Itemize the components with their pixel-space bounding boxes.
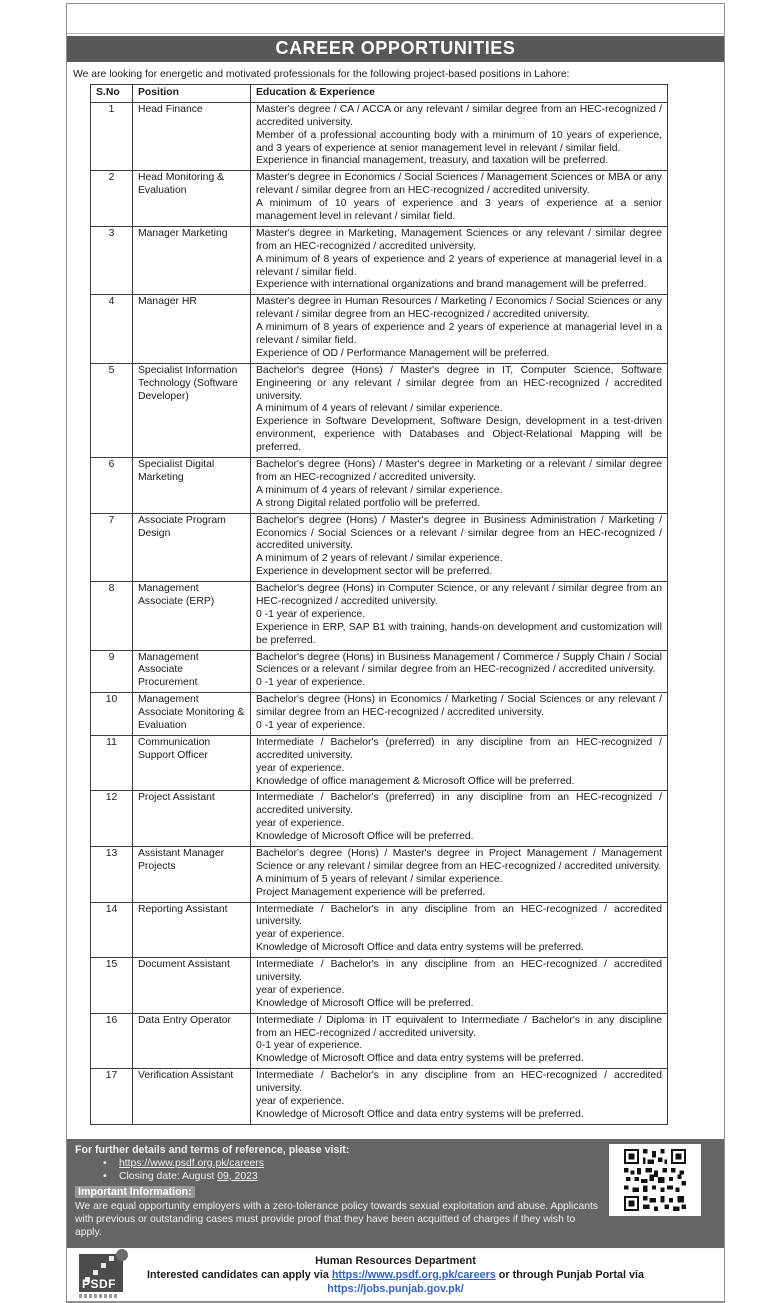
row-position: Associate Program Design xyxy=(133,513,251,581)
education-line: Knowledge of Microsoft Office and data entry systems will be preferred. xyxy=(256,1108,584,1120)
apply-instructions xyxy=(75,1269,716,1281)
intro-text: We are looking for energetic and motivated professionals for the following project-based positions in Lahore: xyxy=(73,69,570,80)
education-line: Intermediate / Bachelor's in any discipline from an HEC-recognized / accredited university. xyxy=(256,903,662,928)
psdf-logo-text: PSDF xyxy=(82,1276,117,1291)
row-education xyxy=(251,458,668,514)
psdf-logo-icon xyxy=(79,1254,123,1292)
education-line: Knowledge of Microsoft Office and data entry systems will be preferred. xyxy=(256,942,584,954)
education-line: Knowledge of Microsoft Office will be preferred. xyxy=(256,831,474,843)
education-line: year of experience. xyxy=(256,984,345,996)
careers-url-link[interactable]: https://www.psdf.org.pk/careers xyxy=(119,1157,264,1169)
table-row xyxy=(91,458,668,514)
row-position: Specialist Digital Marketing xyxy=(133,458,251,514)
row-education xyxy=(251,295,668,363)
education-line: Bachelor's degree (Hons) / Master's degree in Business Administration / Marketing / Economics / Social Sciences or a relevant / similar degree from an HEC-recognized / accredited university. xyxy=(256,514,662,552)
education-line: year of experience. xyxy=(256,818,345,830)
row-sno: 15 xyxy=(91,958,133,1014)
row-sno: 9 xyxy=(91,650,133,693)
education-line: Bachelor's degree (Hons) / Master's degree in IT, Computer Science, Software Engineering or any relevant / similar degree from an HEC-recognized / accredited university. xyxy=(256,364,662,402)
row-position: Head Finance xyxy=(133,102,251,170)
education-line: Bachelor's degree (Hons) in Computer Science, or any relevant / similar degree from an HEC-recognized / accredited university. xyxy=(256,583,662,607)
table-row xyxy=(91,902,668,958)
logo-tagline xyxy=(79,1294,119,1298)
closing-date-value: 09, 2023 xyxy=(217,1170,258,1182)
table-row xyxy=(91,1069,668,1125)
education-line: Experience in development sector will be preferred. xyxy=(256,566,493,578)
education-line: Master's degree / CA / ACCA or any relevant / similar degree from an HEC-recognized / accredited university. xyxy=(256,103,662,128)
row-education xyxy=(251,846,668,902)
education-line: A minimum of 4 years of relevant / similar experience. xyxy=(256,403,503,415)
top-blank-strip xyxy=(67,4,724,34)
row-sno: 5 xyxy=(91,363,133,457)
row-position: Manager HR xyxy=(133,295,251,363)
row-position: Management Associate (ERP) xyxy=(133,582,251,650)
education-line: Experience of OD / Performance Management will be preferred. xyxy=(256,347,550,359)
header-position: Position xyxy=(133,85,251,103)
education-line: Knowledge of Microsoft Office will be preferred. xyxy=(256,997,474,1009)
row-sno: 4 xyxy=(91,295,133,363)
table-row xyxy=(91,363,668,457)
education-line: Bachelor's degree (Hons) in Economics / Marketing / Social Sciences or any relevant / similar degree from an HEC-recognized / accredited university. xyxy=(256,694,662,719)
row-position: Verification Assistant xyxy=(133,1069,251,1125)
header-education: Education & Experience xyxy=(251,85,668,103)
education-line: 0-1 year of experience. xyxy=(256,1040,363,1052)
row-position: Reporting Assistant xyxy=(133,902,251,958)
row-sno: 11 xyxy=(91,735,133,791)
table-row xyxy=(91,102,668,170)
row-education xyxy=(251,102,668,170)
education-line: Intermediate / Bachelor's in any discipline from an HEC-recognized / accredited university. xyxy=(256,1070,662,1095)
row-education xyxy=(251,958,668,1014)
row-education xyxy=(251,902,668,958)
education-line: Experience in Software Development, Software Design, development in a test-driven environment, experience with Databases and Object-Relational Mapping will be preferred. xyxy=(256,416,662,454)
positions-table xyxy=(90,84,668,1125)
education-line: A minimum of 8 years of experience and 2 years of experience at managerial level in a relevant / similar field. xyxy=(256,322,662,347)
apply-prefix: Interested candidates can apply via xyxy=(147,1268,332,1281)
hr-section xyxy=(67,1248,724,1302)
education-line: year of experience. xyxy=(256,1096,345,1108)
row-position: Management Associate Procurement xyxy=(133,650,251,693)
apply-middle: or through Punjab Portal via xyxy=(495,1268,644,1281)
education-line: A minimum of 2 years of relevant / similar experience. xyxy=(256,553,503,565)
education-line: Intermediate / Bachelor's (preferred) in any discipline from an HEC-recognized / accredited university. xyxy=(256,792,662,817)
education-line: Intermediate / Diploma in IT equivalent to Intermediate / Bachelor's in any discipline from an HEC-recognized / accredited university. xyxy=(256,1014,662,1039)
education-line: Bachelor's degree (Hons) / Master's degree in Marketing or a relevant / similar degree from an HEC-recognized / accredited university. xyxy=(256,459,662,483)
education-line: year of experience. xyxy=(256,929,345,941)
row-sno: 8 xyxy=(91,582,133,650)
education-line: 0 -1 year of experience. xyxy=(256,608,366,620)
row-sno: 1 xyxy=(91,102,133,170)
education-line: year of experience. xyxy=(256,762,345,774)
table-row xyxy=(91,1013,668,1069)
education-line: Experience in ERP, SAP B1 with training, hands-on development and customization will be preferred. xyxy=(256,621,662,646)
punjab-portal-line xyxy=(75,1283,716,1295)
table-row xyxy=(91,650,668,693)
row-position: Specialist Information Technology (Software Developer) xyxy=(133,363,251,457)
important-information-text: We are equal opportunity employers with a zero-tolerance policy towards sexual exploitation and abuse. Applicants with previous or outstanding cases must provide proof that they have been acquitted of charges if they wish to apply. xyxy=(75,1200,598,1238)
education-line: Master's degree in Economics / Social Sciences / Management Sciences or MBA or any relevant / similar degree from an HEC-recognized / accredited university. xyxy=(256,172,662,197)
row-sno: 3 xyxy=(91,226,133,294)
row-position: Data Entry Operator xyxy=(133,1013,251,1069)
header-sno: S.No xyxy=(91,85,133,103)
row-sno: 13 xyxy=(91,846,133,902)
table-row xyxy=(91,791,668,847)
row-position: Document Assistant xyxy=(133,958,251,1014)
education-line: Intermediate / Bachelor's (preferred) in any discipline from an HEC-recognized / accredited university. xyxy=(256,736,662,761)
education-line: A minimum of 10 years of experience and 3 years of experience at a senior management level in relevant / similar field. xyxy=(256,198,662,223)
job-ad-document xyxy=(66,3,725,1303)
row-position: Project Assistant xyxy=(133,791,251,847)
education-line: A minimum of 5 years of relevant / similar experience. xyxy=(256,873,503,885)
row-sno: 17 xyxy=(91,1069,133,1125)
row-sno: 10 xyxy=(91,693,133,736)
row-education xyxy=(251,1069,668,1125)
punjab-portal-link[interactable]: https://jobs.punjab.gov.pk/ xyxy=(327,1282,464,1295)
education-line: Experience with international organizations and brand management will be preferred. xyxy=(256,279,647,291)
details-panel xyxy=(67,1139,724,1248)
closing-date-label: Closing date: August xyxy=(119,1170,218,1182)
row-education xyxy=(251,1013,668,1069)
table-row xyxy=(91,295,668,363)
table-row xyxy=(91,958,668,1014)
row-position: Manager Marketing xyxy=(133,226,251,294)
table-row xyxy=(91,171,668,227)
table-row xyxy=(91,513,668,581)
table-header-row xyxy=(91,85,668,103)
important-information-label: Important Information: xyxy=(75,1186,195,1198)
table-row xyxy=(91,226,668,294)
row-education xyxy=(251,650,668,693)
education-line: Master's degree in Human Resources / Marketing / Economics / Social Sciences or any relevant / similar degree from an HEC-recognized / accredited university. xyxy=(256,296,662,321)
psdf-careers-link[interactable]: https://www.psdf.org.pk/careers xyxy=(331,1268,496,1281)
education-line: A strong Digital related portfolio will be preferred. xyxy=(256,497,481,509)
hr-department-title: Human Resources Department xyxy=(315,1254,476,1267)
education-line: Project Management experience will be preferred. xyxy=(256,886,486,898)
education-line: Knowledge of Microsoft Office and data entry systems will be preferred. xyxy=(256,1053,584,1065)
row-education xyxy=(251,363,668,457)
row-education xyxy=(251,582,668,650)
details-title: For further details and terms of reference, please visit: xyxy=(75,1143,350,1156)
bullet-icon: • xyxy=(103,1157,107,1169)
logo-circle xyxy=(116,1249,128,1261)
education-line: Bachelor's degree (Hons) / Master's degree in Project Management / Management Science or any relevant / similar degree from an HEC-recognized / accredited university. xyxy=(256,847,662,872)
education-line: Intermediate / Bachelor's in any discipline from an HEC-recognized / accredited university. xyxy=(256,959,662,983)
row-position: Head Monitoring & Evaluation xyxy=(133,171,251,227)
table-row xyxy=(91,693,668,736)
table-row xyxy=(91,735,668,791)
row-sno: 2 xyxy=(91,171,133,227)
qr-code xyxy=(609,1144,701,1216)
row-education xyxy=(251,735,668,791)
education-line: A minimum of 4 years of relevant / similar experience. xyxy=(256,484,503,496)
education-line: Master's degree in Marketing, Management Sciences or any relevant / similar degree from an HEC-recognized / accredited university. xyxy=(256,227,662,252)
row-sno: 14 xyxy=(91,902,133,958)
table-row xyxy=(91,846,668,902)
education-line: Knowledge of office management & Microsoft Office will be preferred. xyxy=(256,775,575,787)
row-education xyxy=(251,513,668,581)
education-line: 0 -1 year of experience. xyxy=(256,677,366,689)
closing-date-bullet xyxy=(103,1171,604,1182)
row-position: Communication Support Officer xyxy=(133,735,251,791)
psdf-logo xyxy=(79,1254,129,1298)
row-position: Assistant Manager Projects xyxy=(133,846,251,902)
row-sno: 7 xyxy=(91,513,133,581)
row-sno: 12 xyxy=(91,791,133,847)
education-line: A minimum of 8 years of experience and 2 years of experience at managerial level in a relevant / similar field. xyxy=(256,253,662,278)
row-education xyxy=(251,693,668,736)
row-sno: 16 xyxy=(91,1013,133,1069)
row-education xyxy=(251,226,668,294)
qr-code-icon xyxy=(624,1149,686,1211)
education-line: Member of a professional accounting body with a minimum of 10 years of experience, and 3 years of experience at senior management level in relevant / similar field. xyxy=(256,129,662,154)
bullet-icon: • xyxy=(103,1170,107,1182)
row-sno: 6 xyxy=(91,458,133,514)
row-education xyxy=(251,791,668,847)
career-banner-title: CAREER OPPORTUNITIES xyxy=(67,36,724,62)
education-line: Bachelor's degree (Hons) in Business Management / Commerce / Supply Chain / Social Sciences or a relevant / similar degree from an HEC-recognized / accredited university. xyxy=(256,651,662,676)
education-line: 0 -1 year of experience. xyxy=(256,719,366,731)
table-row xyxy=(91,582,668,650)
education-line: Experience in financial management, treasury, and taxation will be preferred. xyxy=(256,155,609,167)
row-position: Management Associate Monitoring & Evaluation xyxy=(133,693,251,736)
careers-link-bullet xyxy=(103,1158,604,1169)
row-education xyxy=(251,171,668,227)
table-body xyxy=(91,102,668,1124)
